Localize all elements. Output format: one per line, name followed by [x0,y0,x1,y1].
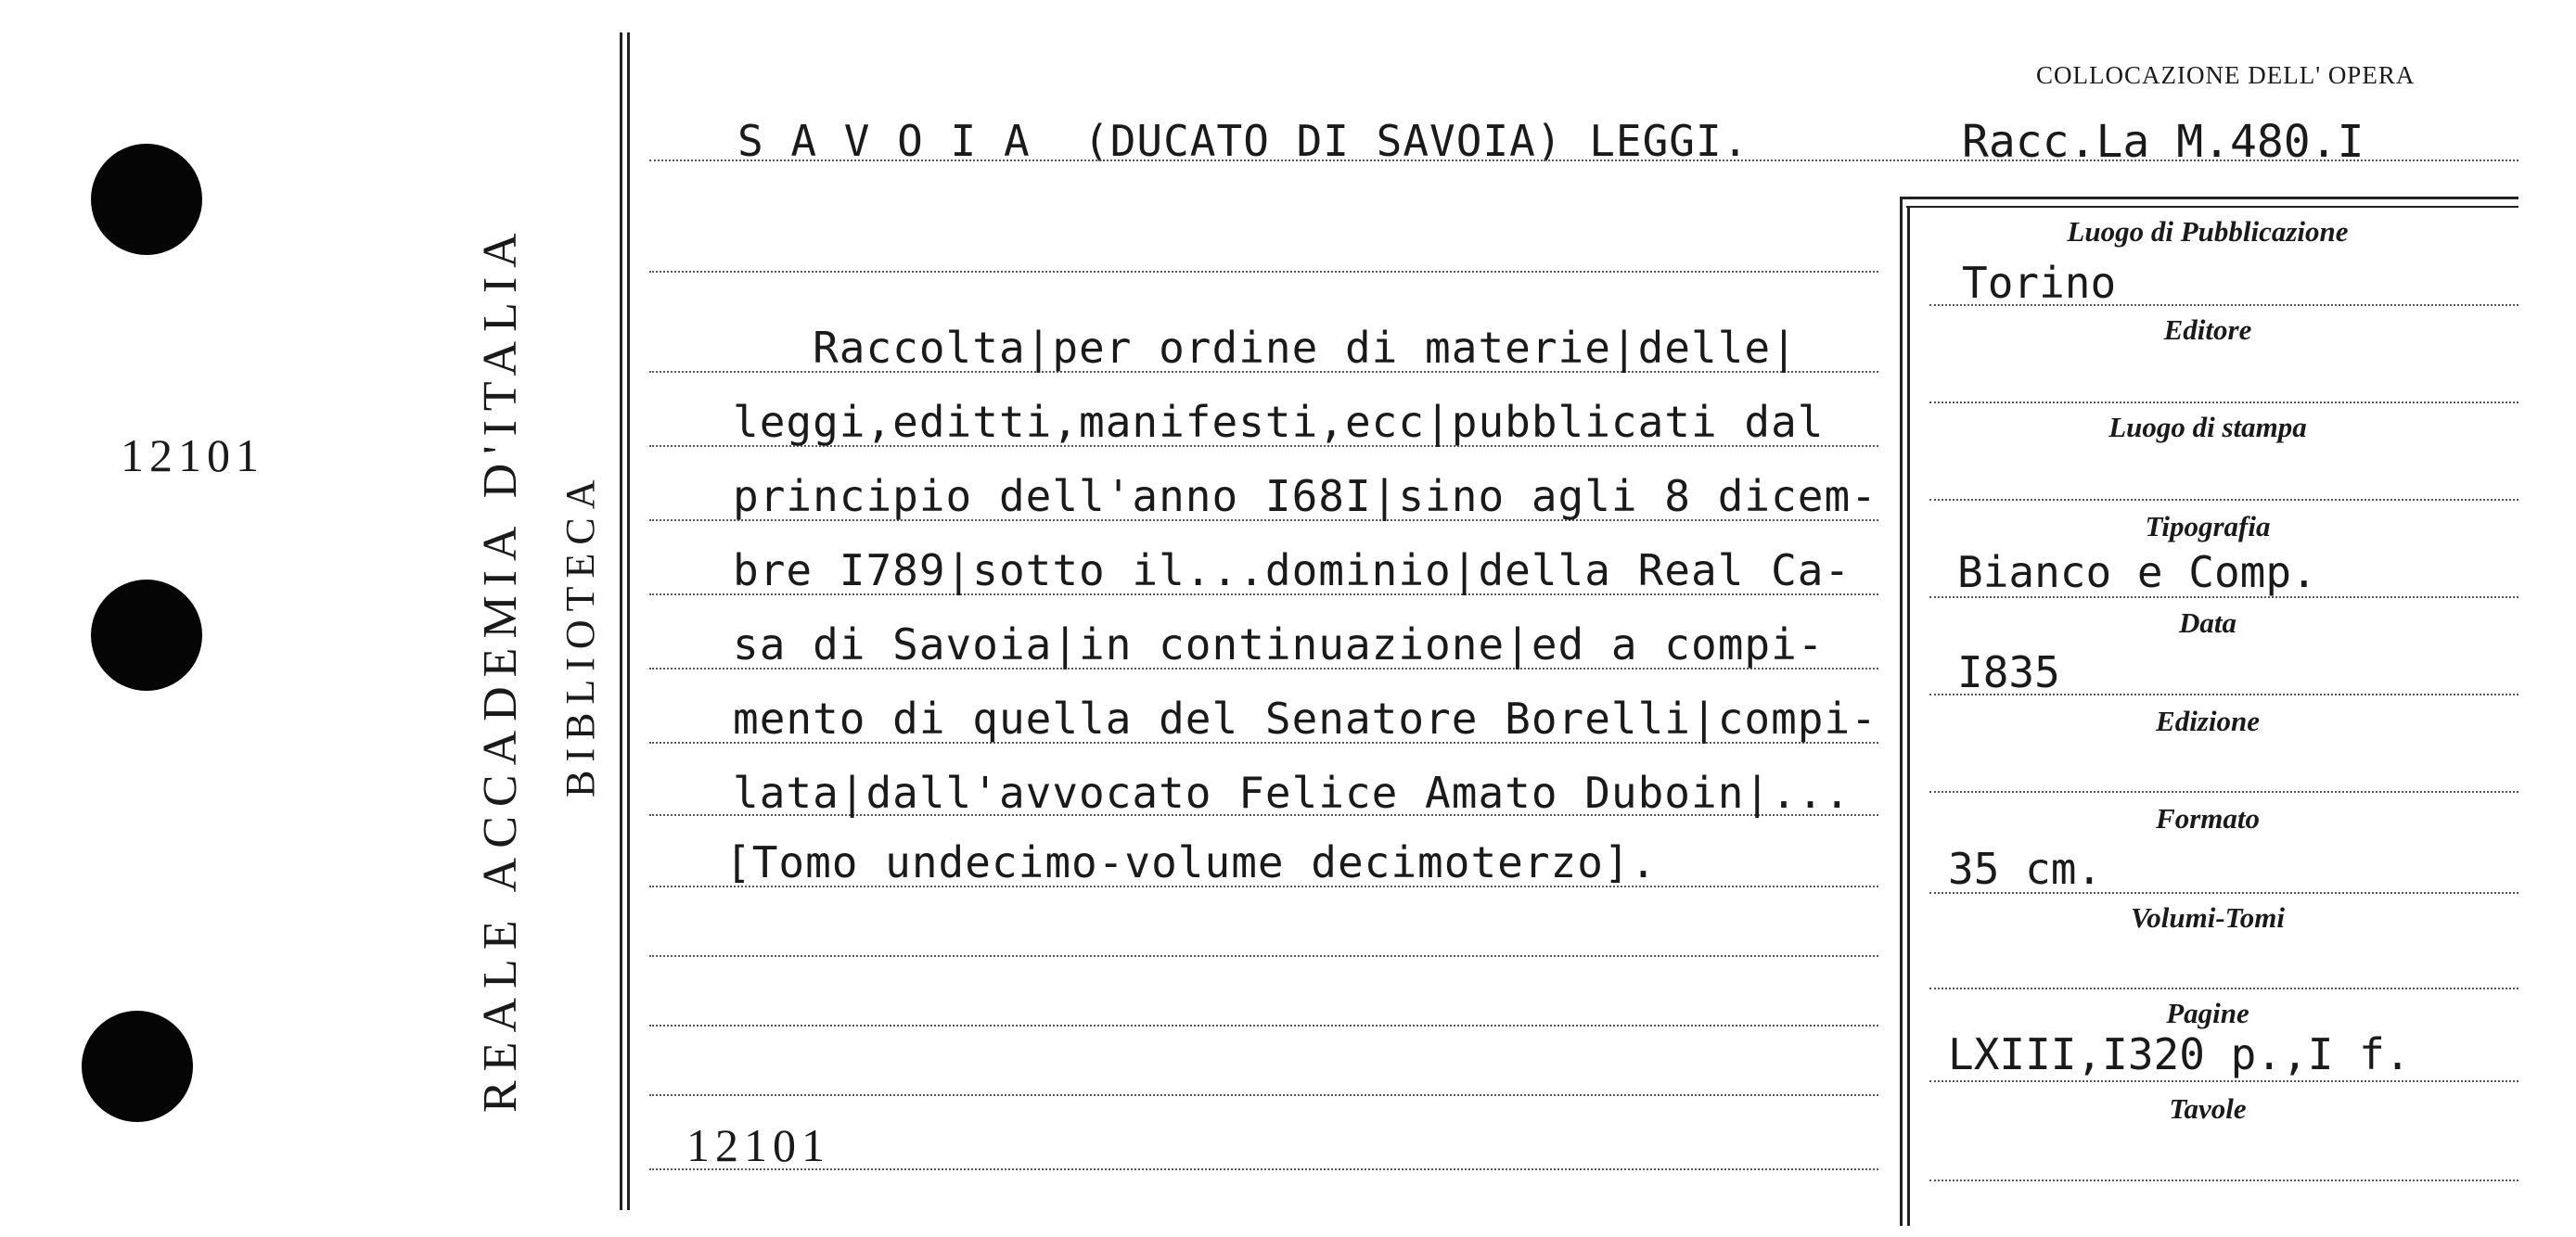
rule-line [649,1025,1878,1027]
field-rule [1929,694,2518,695]
right-panel-top-rule-a [1902,197,2518,199]
vertical-subtitle: BIBLIOTECA [557,471,603,797]
field-rule [1929,499,2518,501]
left-double-rule-a [620,32,622,1210]
body-line-7: lata|dall'avvocato Felice Amato Duboin|... [733,768,1852,818]
body-line-2: leggi,editti,manifesti,ecc|pubblicati dal [733,397,1825,447]
field-rule [1929,304,2518,306]
inventory-number-bottom: 12101 [686,1119,830,1171]
field-label-pagine: Pagine [2166,997,2249,1029]
field-rule [1929,892,2518,894]
field-value-pagine: LXIII,I320 p.,I f. [1948,1029,2411,1079]
rule-line [649,1168,1878,1170]
field-rule [1929,402,2518,403]
body-line-3: principio dell'anno I68I|sino agli 8 dicem- [733,471,1878,521]
body-line-6: mento di quella del Senatore Borelli|compi- [733,694,1878,744]
body-line-4: bre I789|sotto il...dominio|della Real Ca- [733,545,1852,595]
field-label-editore: Editore [2163,313,2252,346]
field-label-tipografia: Tipografia [2145,510,2271,542]
field-label-luogo-pubblicazione: Luogo di Pubblicazione [2067,215,2349,248]
left-double-rule-b [627,32,630,1210]
right-panel-rule-b [1907,206,1910,1226]
right-panel-top-rule-b [1906,206,2518,208]
field-value-luogo-pubblicazione: Torino [1962,258,2117,308]
field-rule [1929,988,2518,989]
field-rule [1929,596,2518,598]
rule-line [649,1094,1878,1096]
right-panel-rule-a [1900,197,1903,1226]
punch-hole-middle [91,580,202,691]
catalog-heading: S A V O I A (DUCATO DI SAVOIA) LEGGI. [737,116,1749,166]
rule-line [649,955,1878,957]
body-line-1: Raccolta|per ordine di materie|delle| [733,323,1798,373]
field-value-formato: 35 cm. [1948,844,2103,894]
field-rule [1929,791,2518,793]
collocazione-label: COLLOCAZIONE DELL' OPERA [2036,61,2416,89]
field-rule [1929,1180,2518,1181]
field-label-formato: Formato [2156,802,2260,835]
body-line-8: [Tomo undecimo-volume decimoterzo]. [725,837,1658,887]
field-label-data: Data [2179,606,2236,639]
rule-line [649,159,2518,161]
rule-line [649,271,1878,273]
collocazione-value: Racc.La M.480.I [1962,116,2365,168]
field-label-tavole: Tavole [2169,1092,2247,1125]
punch-hole-bottom [82,1011,193,1122]
vertical-title: REALE ACCADEMIA D'ITALIA [474,223,527,1113]
field-rule [1929,1080,2518,1082]
field-value-data: I835 [1957,647,2060,697]
field-label-luogo-stampa: Luogo di stampa [2108,411,2307,443]
inventory-number-left: 12101 [121,429,264,481]
field-label-edizione: Edizione [2156,705,2260,737]
punch-hole-top [91,144,202,255]
field-value-tipografia: Bianco e Comp. [1957,547,2317,597]
field-label-volumi-tomi: Volumi-Tomi [2131,901,2285,934]
body-line-5: sa di Savoia|in continuazione|ed a compi- [733,619,1825,670]
